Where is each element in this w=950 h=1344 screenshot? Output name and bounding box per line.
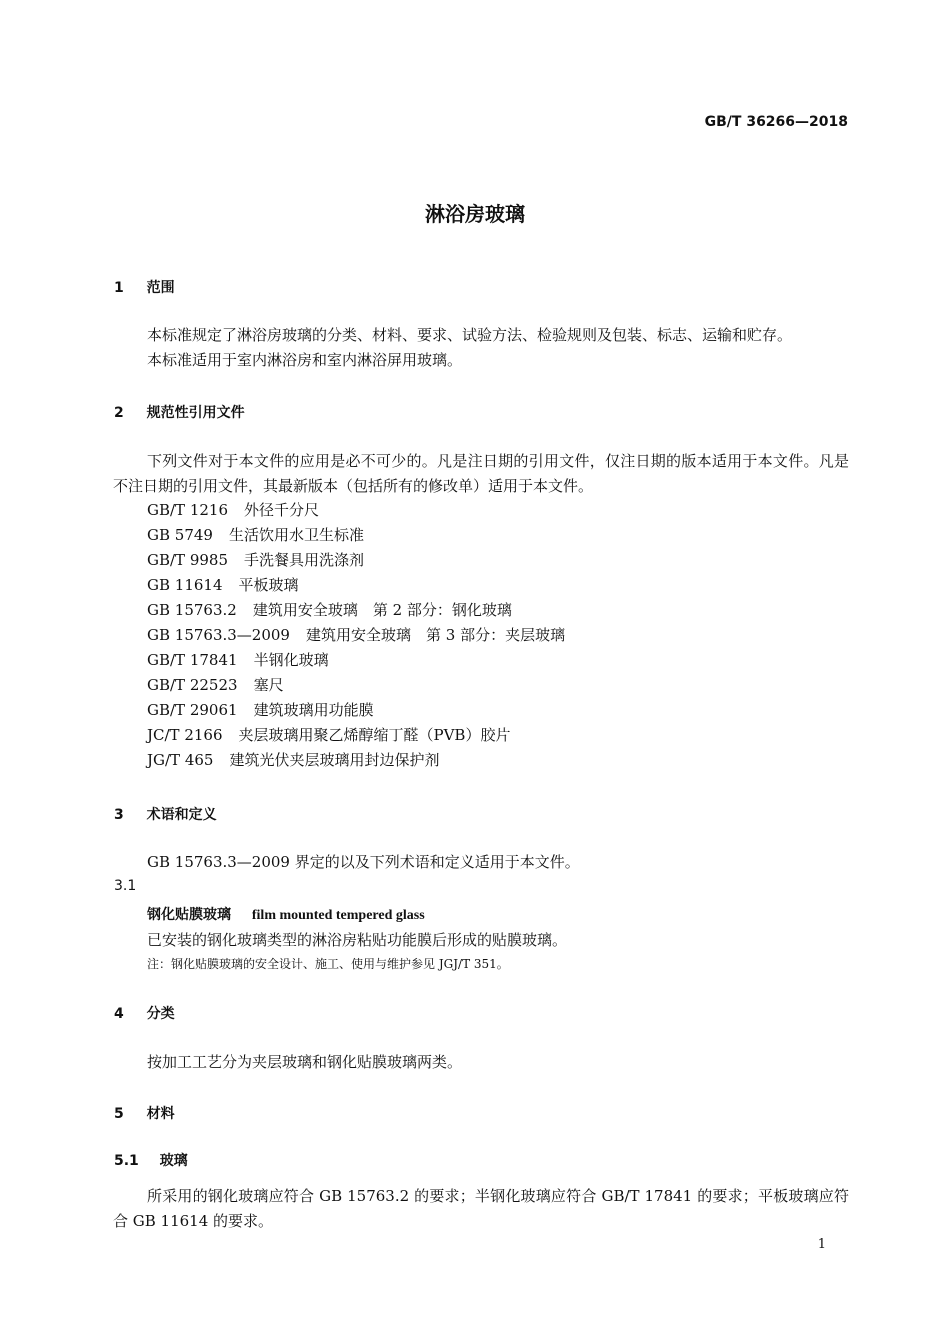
page-number: 1 bbox=[817, 1237, 826, 1252]
reference-item bbox=[147, 649, 329, 670]
term-english: film mounted tempered glass bbox=[251, 908, 425, 923]
term-chinese: 钢化贴膜玻璃 bbox=[147, 907, 231, 923]
subsection-number: 5.1 bbox=[114, 1153, 139, 1169]
section-1-paragraph-1: 本标准规定了淋浴房玻璃的分类、材料、要求、试验方法、检验规则及包装、标志、运输和贮存。 bbox=[147, 326, 793, 344]
reference-code: GB/T 17841 bbox=[147, 651, 238, 669]
reference-code: GB/T 1216 bbox=[147, 501, 229, 519]
reference-code: GB/T 9985 bbox=[147, 551, 229, 569]
reference-item bbox=[147, 749, 439, 770]
term-note: 注：钢化贴膜玻璃的安全设计、施工、使用与维护参见 JGJ/T 351。 bbox=[147, 957, 509, 971]
section-3-intro: GB 15763.3—2009 界定的以及下列术语和定义适用于本文件。 bbox=[147, 853, 580, 871]
section-4-text: 按加工工艺分为夹层玻璃和钢化贴膜玻璃两类。 bbox=[147, 1053, 463, 1071]
section-title: 材料 bbox=[146, 1106, 175, 1122]
reference-title: 夹层玻璃用聚乙烯醇缩丁醛（PVB）胶片 bbox=[238, 726, 511, 744]
reference-item bbox=[147, 724, 510, 745]
reference-title: 半钢化玻璃 bbox=[253, 651, 329, 669]
reference-item bbox=[147, 574, 299, 595]
reference-item bbox=[147, 599, 512, 620]
reference-code: GB/T 22523 bbox=[147, 676, 238, 694]
reference-item bbox=[147, 699, 374, 720]
reference-item bbox=[147, 549, 364, 570]
reference-title: 建筑光伏夹层玻璃用封边保护剂 bbox=[229, 751, 440, 769]
reference-item bbox=[147, 624, 565, 645]
section-2-heading bbox=[114, 402, 245, 422]
reference-title: 建筑用安全玻璃 第 3 部分：夹层玻璃 bbox=[305, 626, 566, 644]
reference-item bbox=[147, 499, 319, 520]
reference-title: 建筑用安全玻璃 第 2 部分：钢化玻璃 bbox=[252, 601, 512, 619]
standard-code: GB/T 36266—2018 bbox=[704, 114, 848, 130]
reference-code: GB/T 29061 bbox=[147, 701, 238, 719]
section-title: 范围 bbox=[146, 280, 175, 296]
section-1-heading bbox=[114, 277, 175, 297]
section-3-heading bbox=[114, 804, 217, 824]
reference-title: 平板玻璃 bbox=[238, 576, 299, 594]
section-5-heading bbox=[114, 1103, 175, 1123]
reference-title: 外径千分尺 bbox=[244, 501, 320, 519]
reference-title: 手洗餐具用洗涤剂 bbox=[244, 551, 365, 569]
reference-code: GB 5749 bbox=[147, 526, 213, 544]
reference-title: 建筑玻璃用功能膜 bbox=[253, 701, 374, 719]
reference-title: 塞尺 bbox=[253, 676, 284, 694]
term-definition: 已安装的钢化玻璃类型的淋浴房粘贴功能膜后形成的贴膜玻璃。 bbox=[147, 931, 568, 949]
subsection-number: 3.1 bbox=[114, 878, 137, 894]
subsection-5-1-heading bbox=[114, 1150, 188, 1170]
reference-code: GB 15763.2 bbox=[147, 601, 237, 619]
section-title: 分类 bbox=[146, 1006, 175, 1022]
reference-item bbox=[147, 524, 364, 545]
section-title: 术语和定义 bbox=[146, 807, 217, 823]
reference-code: JC/T 2166 bbox=[147, 726, 223, 744]
reference-title: 生活饮用水卫生标准 bbox=[228, 526, 364, 544]
section-4-heading bbox=[114, 1003, 175, 1023]
section-number: 2 bbox=[114, 405, 124, 421]
reference-code: GB 15763.3—2009 bbox=[147, 626, 290, 644]
reference-code: GB 11614 bbox=[147, 576, 223, 594]
section-2-intro: 下列文件对于本文件的应用是必不可少的。凡是注日期的引用文件，仅注日期的版本适用于本文件。凡是不注日期的引用文件，其最新版本（包括所有的修改单）适用于本文件。 bbox=[113, 452, 849, 495]
subsection-title: 玻璃 bbox=[159, 1153, 188, 1169]
term-entry bbox=[147, 904, 425, 924]
section-title: 规范性引用文件 bbox=[146, 405, 245, 421]
section-5-1-text: 所采用的钢化玻璃应符合 GB 15763.2 的要求；半钢化玻璃应符合 GB/T 17841 的要求；平板玻璃应符合 GB 11614 的要求。 bbox=[113, 1187, 849, 1230]
section-number: 1 bbox=[114, 280, 124, 296]
section-number: 4 bbox=[114, 1006, 124, 1022]
section-number: 5 bbox=[114, 1106, 124, 1122]
section-1-paragraph-2: 本标准适用于室内淋浴房和室内淋浴屏用玻璃。 bbox=[147, 351, 463, 369]
reference-item bbox=[147, 674, 284, 695]
document-title: 淋浴房玻璃 bbox=[425, 202, 525, 226]
section-number: 3 bbox=[114, 807, 124, 823]
reference-code: JG/T 465 bbox=[147, 751, 214, 769]
